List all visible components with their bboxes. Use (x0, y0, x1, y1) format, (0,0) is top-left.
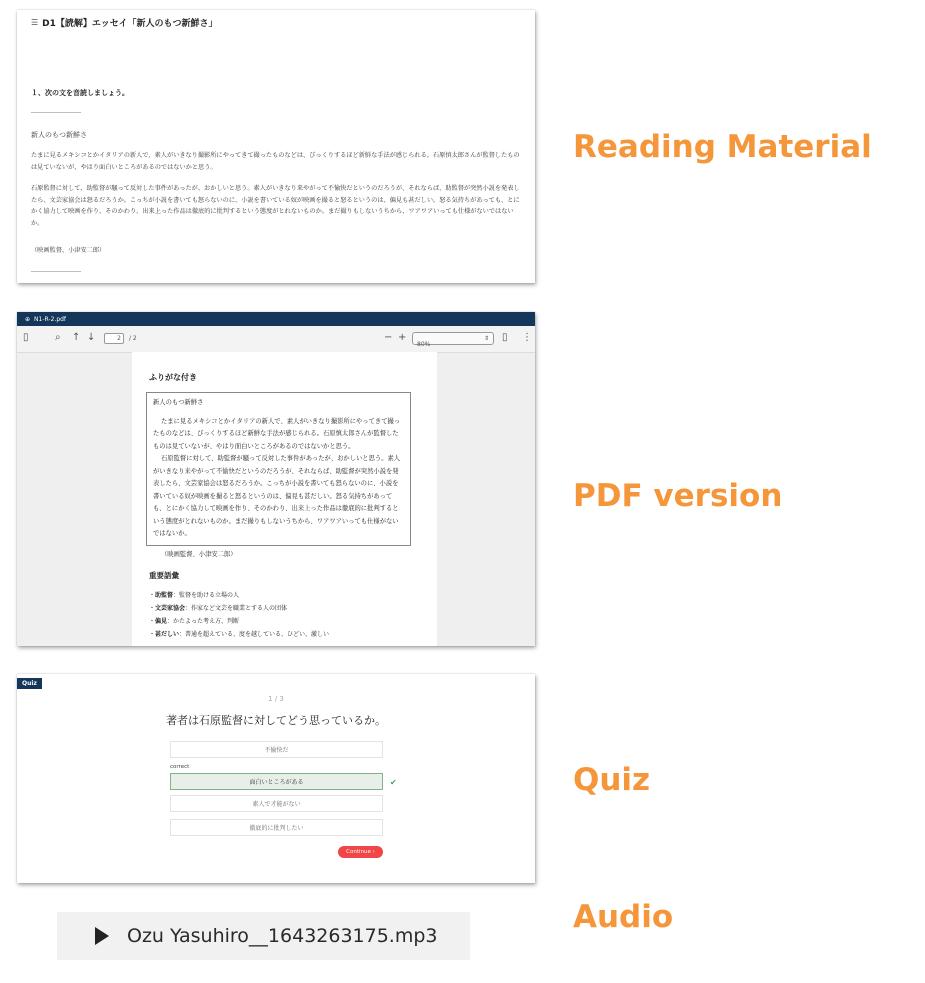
pdf-file-icon: ⊕ (25, 315, 31, 323)
vocab-item: ・甚だしい：普通を超えている、度を越している、ひどい、激しい (149, 631, 330, 638)
quiz-question: 著者は石原監督に対してどう思っているか。 (166, 714, 386, 727)
reading-material-label: Reading Material (573, 129, 872, 165)
pdf-filename: N1-R-2.pdf (34, 315, 67, 323)
vocab-term: 甚だしい (155, 631, 180, 638)
quiz-label: Quiz (573, 762, 651, 798)
quiz-option[interactable]: 素人で才能がない (170, 795, 383, 812)
audio-player[interactable] (57, 912, 470, 960)
arrow-up-icon[interactable]: ↑ (72, 332, 81, 343)
list-checks-icon: ☰ (31, 18, 39, 27)
reading-header (31, 16, 217, 29)
audio-label: Audio (573, 899, 674, 935)
vocab-term: 助監督 (155, 592, 174, 599)
quiz-option[interactable]: 徹底的に批判したい (170, 819, 383, 836)
divider (31, 271, 81, 272)
arrow-down-icon[interactable]: ↓ (87, 332, 96, 343)
sidebar-toggle-icon[interactable]: ▯ (23, 332, 29, 343)
quiz-option-selected[interactable]: 面白いところがある (170, 773, 383, 790)
reading-paragraph-2: 石原監督に対して、助監督が騒って反対した事件があったが、おかしいと思う。素人がいきなり来やがって不愉快だというのだろうが、それならば、助監督が突然小説を発表したら、文芸家協会は怒るだろうか。こっちが小説を書いても怒らないのに、小説を書いている奴が映画を撮ると怒るというのは、偏見も甚だしい。怒る気持ちがあっても、とにかく協力して映画を作り、そのかわり、出来上った作品は徹底的に批判するという態度がとれないものか。まだ撮りもしないうちから、ワアワアいっても仕様がないではないか。 (31, 185, 520, 227)
correct-label: correct (170, 764, 190, 770)
reading-instruction: １、次の文を音読しましょう。 (31, 89, 129, 97)
quiz-panel (17, 674, 535, 883)
checkmark-icon: ✔ (390, 778, 397, 787)
pdf-toolbar (17, 326, 535, 353)
vocab-def: ：監督を助ける立場の人 (173, 592, 240, 599)
play-icon[interactable] (95, 927, 109, 945)
furigana-paragraph-2: 石原監督に対して、助監督が騒って反対した事件があったが、おかしいと思う。素人がいきなり来やがって不愉快だというのだろうが、それならば、助監督が突然小説を発表したら、文芸家協会は怒るだろうか。こっちが小説を書いても怒らないのに、小説を書いている奴が映画を撮ると怒るというのは、偏見も甚だしい。怒る気持ちがあっても、とにかく協力して映画を作り、そのかわり、出来上った作品は徹底的に批判するという態度がとれないものか。まだ撮りもしないうちから、ワアワアいっても仕様がないではないか。 (153, 455, 401, 537)
pdf-viewer-panel (17, 312, 535, 646)
chevron-updown-icon: ⇕ (483, 335, 489, 342)
vocab-term: 文芸家協会 (155, 605, 186, 612)
vocab-heading: 重要語彙 (149, 571, 179, 580)
vocab-def: ：普通を超えている、度を越している、ひどい、激しい (179, 631, 330, 638)
quiz-option[interactable]: 不愉快だ (170, 741, 383, 758)
zoom-out-icon[interactable]: − (384, 332, 393, 343)
page-number-input[interactable]: 2 (104, 333, 124, 344)
furigana-author: （映画監督、小津安二郎） (161, 550, 237, 558)
pdf-version-label: PDF version (573, 478, 783, 514)
more-options-icon[interactable]: ⋮ (522, 332, 532, 343)
divider (31, 112, 81, 113)
vocab-def: ：作家など文芸を職業とする人の団体 (185, 605, 288, 612)
vocab-term: 偏見 (155, 618, 168, 625)
vocab-item: ・偏見：かたよった考え方、判断 (149, 618, 240, 625)
zoom-in-icon[interactable]: + (398, 332, 407, 343)
furigana-paragraph-1: たまに見るメキシコとかイタリアの新人で、素人がいきなり撮影所にやってきて撮ったものなどは、びっくりするほど新鮮な手法が感じられる。石原慎太郎さんが監督したものは見ていないが、やはり面白いところがあるのではないかと思う。 (153, 417, 401, 450)
vocab-def: ：かたよった考え方、判断 (167, 618, 240, 625)
quiz-badge: Quiz (17, 678, 42, 689)
vocab-item: ・助監督：監督を助ける立場の人 (149, 592, 240, 599)
reading-title: 新人のもつ新鮮さ (31, 131, 87, 139)
reading-author: （映画監督、小津安二郎） (31, 247, 106, 254)
search-icon[interactable]: ⌕ (55, 332, 61, 343)
reading-paragraph-1: たまに見るメキシコとかイタリアの新人で、素人がいきなり撮影所にやってきて撮ったものなどは、びっくりするほど新鮮な手法が感じられる。石原慎太郎さんが監督したものは見ていないが、やはり面白いところがあるのではないかと思う。 (31, 152, 520, 171)
pdf-page (132, 352, 437, 646)
furigana-text-box (146, 392, 411, 558)
audio-filename: Ozu Yasuhiro__1643263175.mp3 (127, 925, 438, 947)
bookmark-icon[interactable]: ▯ (502, 332, 508, 343)
zoom-value: 80% (417, 341, 431, 348)
furigana-title: ふりがな付き (149, 373, 197, 382)
zoom-select[interactable] (412, 332, 494, 348)
continue-button[interactable]: Continue › (338, 846, 383, 858)
reading-material-panel (17, 10, 535, 283)
pdf-titlebar (17, 312, 535, 326)
reading-header-title: D1【読解】エッセイ「新人のもつ新鮮さ」 (42, 19, 218, 29)
vocab-item: ・文芸家協会：作家など文芸を職業とする人の団体 (149, 605, 288, 612)
furigana-box-title: 新人のもつ新鮮さ (153, 399, 204, 406)
page-total: / 2 (129, 335, 137, 342)
question-counter: 1 / 3 (268, 695, 284, 703)
